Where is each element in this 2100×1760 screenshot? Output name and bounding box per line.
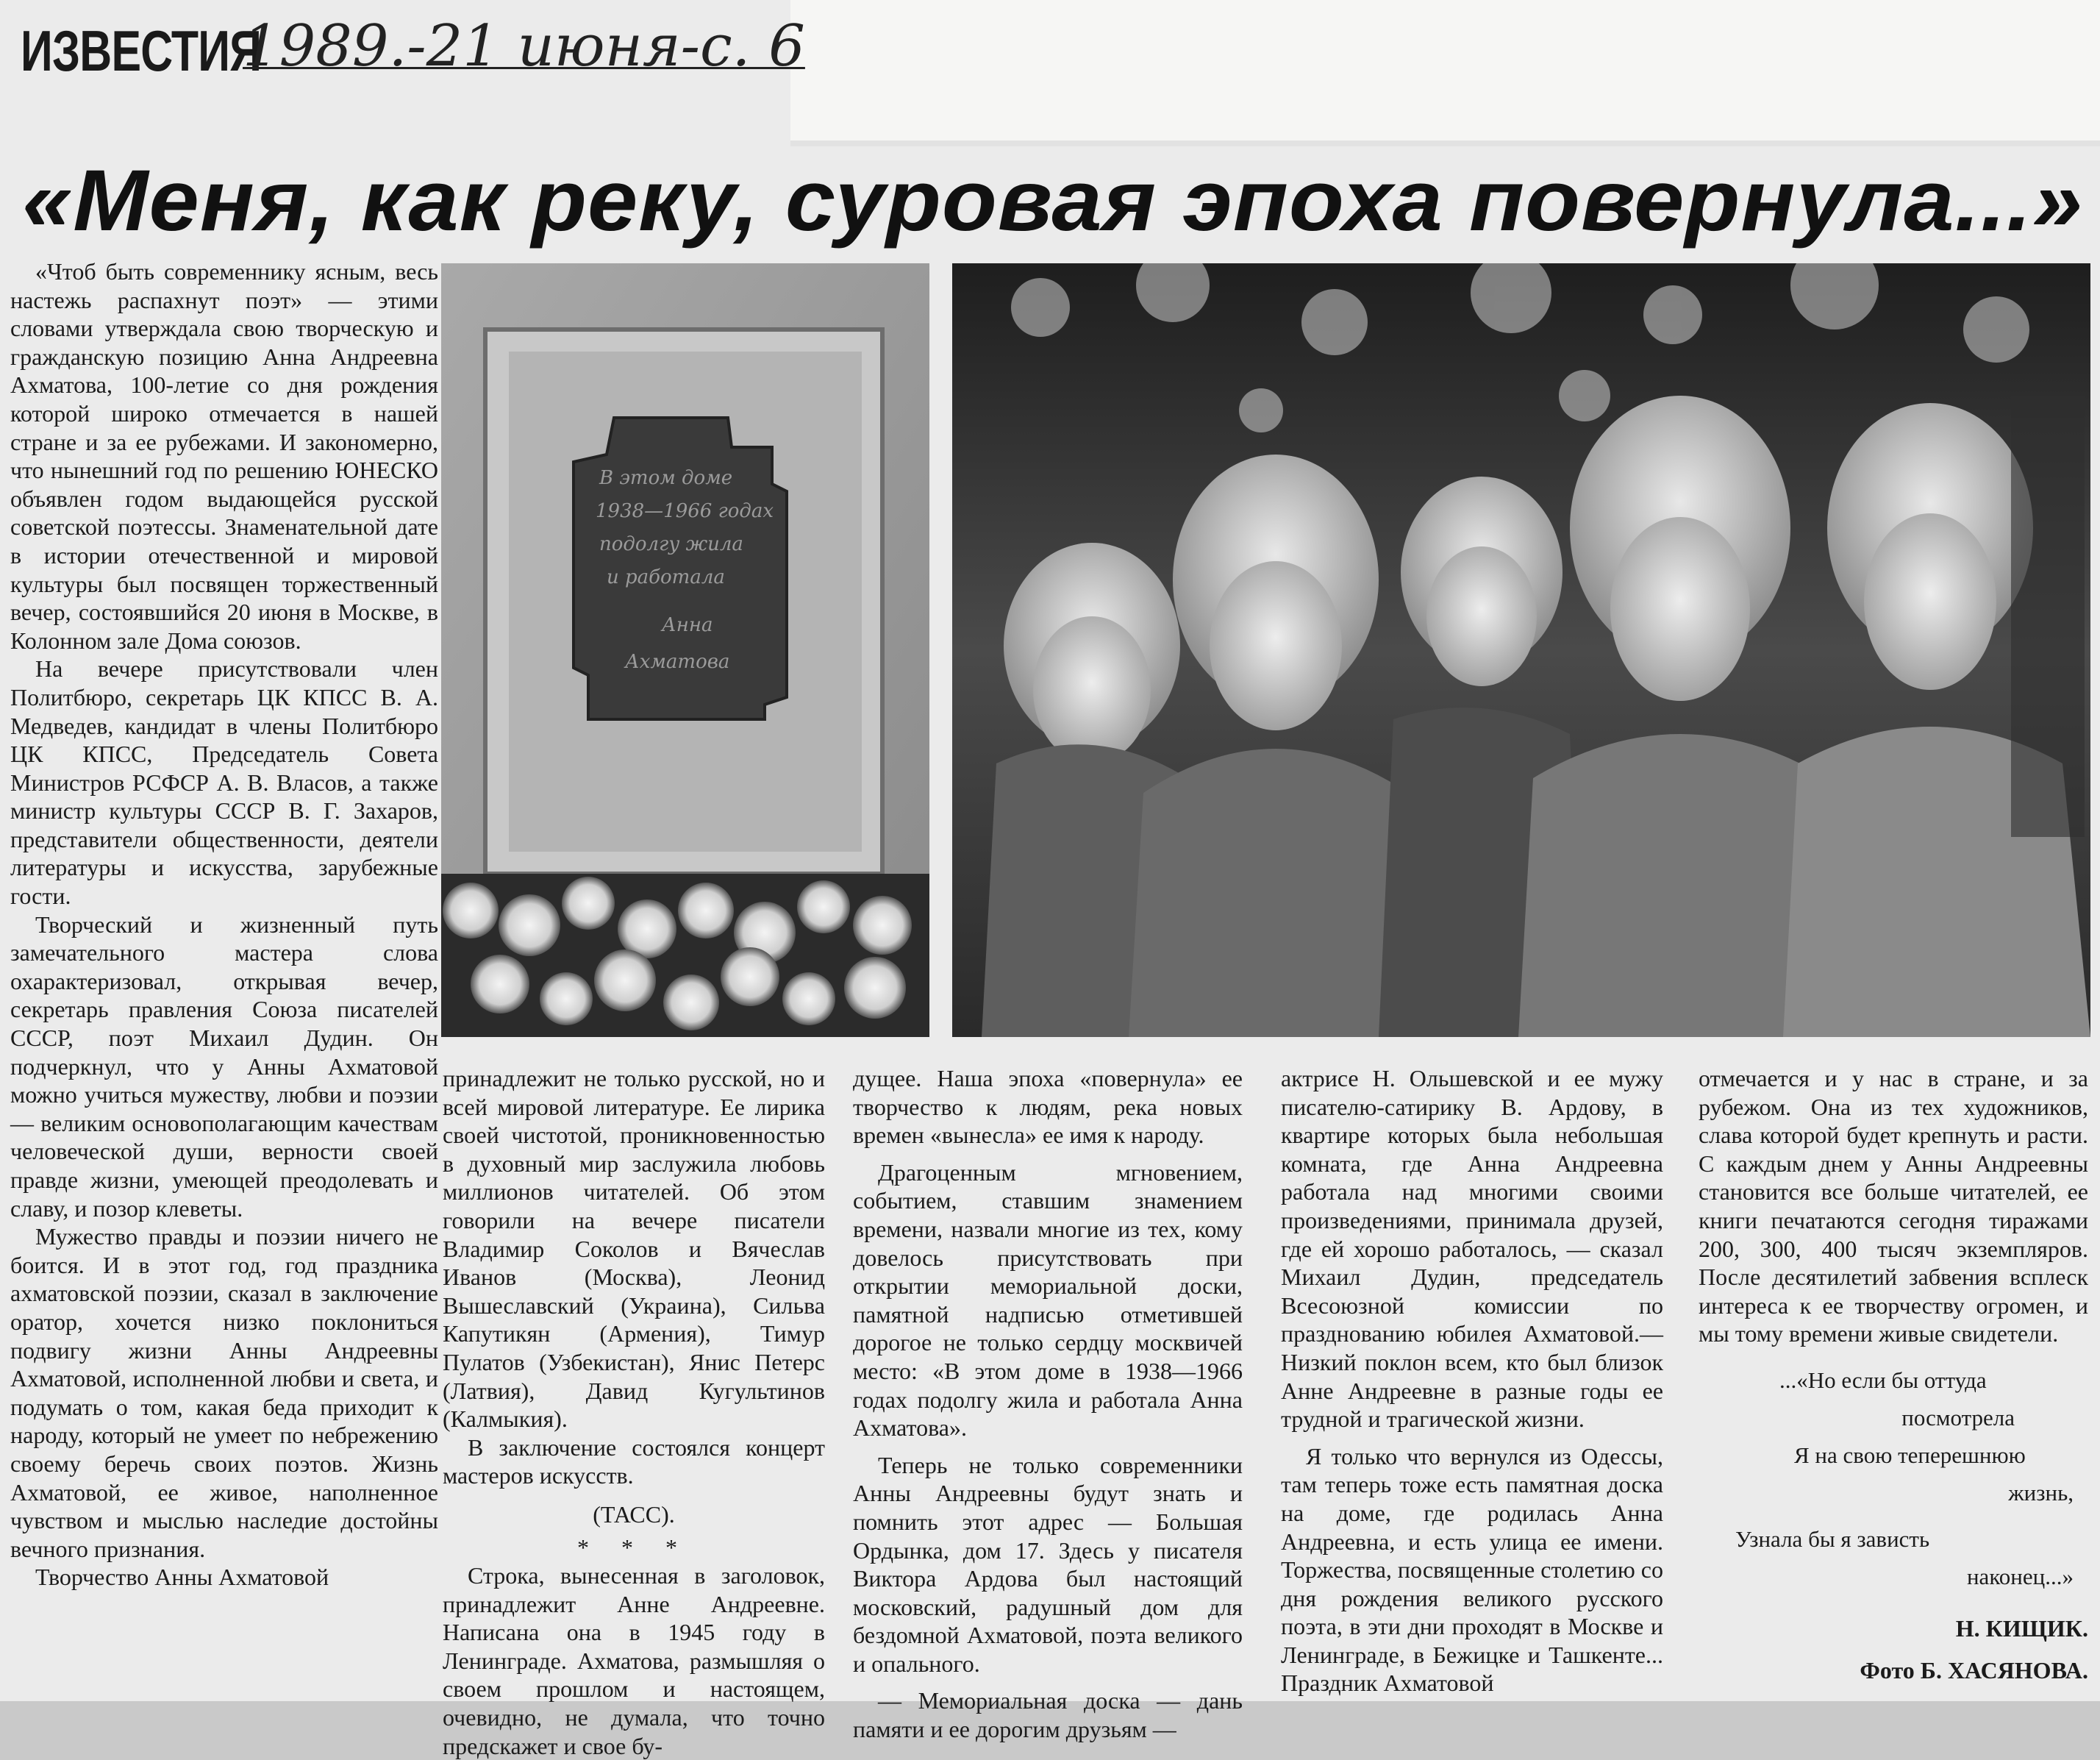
crowd-photo bbox=[952, 263, 2090, 1037]
author-signature: Н. КИЩИК. bbox=[1955, 1614, 2088, 1642]
poem-line: Я на свою теперешнюю bbox=[1794, 1442, 2026, 1468]
paragraph: Строка, вынесенная в заголовок, принадлежит Анне Андреевне. Написана она в 1945 году в Ленинграде. Ахматова, размышляя о своем прошлом и настоящем, очевидно, не думала, что точно предскажет и свое бу- bbox=[443, 1562, 825, 1759]
paragraph: Творчество Анны Ахматовой bbox=[35, 1564, 329, 1591]
source-label: (ТАСС). bbox=[593, 1500, 675, 1528]
paragraph: Теперь не только современники Анны Андреевны будут знать и помнить этот адрес — Большая Ордынка, дом 17. Здесь у писателя Виктора Ардова был настоящий московский, радушный дом для бездомной Ахматовой, поэта великого и опального. bbox=[853, 1451, 1243, 1677]
memorial-plaque-photo bbox=[441, 263, 929, 1037]
handwritten-date: 1989.-21 июня-с. 6 bbox=[243, 13, 805, 79]
article-column-2 bbox=[443, 1064, 825, 1760]
plaque-line: и работала bbox=[607, 566, 725, 588]
paragraph: — Мемориальная доска — дань памяти и ее дорогим друзьям — bbox=[853, 1687, 1243, 1743]
paragraph: дущее. Наша эпоха «повернула» ее творчество к людям, река новых времен «вынесла» ее имя к народу. bbox=[853, 1065, 1243, 1149]
paragraph: актрисе Н. Ольшевской и ее мужу писателю-сатирику В. Ардову, в квартире которых была небольшая комната, где Анна Андреевна работала над многими своими произведениями, принимала друзей, где ей хорошо работалось, — сказал Михаил Дудин, председатель Всесоюзной комиссии по празднованию юбилея Ахматовой.— Низкий поклон всем, кто был близок Анне Андреевне в разные годы ее трудной и трагической жизни. bbox=[1281, 1065, 1663, 1433]
article-column-1 bbox=[10, 257, 438, 1592]
section-divider: * * * bbox=[577, 1533, 690, 1561]
poem-quote bbox=[1699, 1361, 2088, 1595]
article-headline: «Меня, как реку, суровая эпоха повернула...» bbox=[22, 152, 2084, 249]
article-column-4 bbox=[1281, 1064, 1663, 1697]
plaque-line: Ахматова bbox=[625, 651, 730, 673]
article-column-5 bbox=[1699, 1064, 2088, 1684]
torn-paper-overlay bbox=[790, 0, 2100, 143]
plaque-line: подолгу жила bbox=[599, 533, 743, 555]
crowd-image bbox=[952, 263, 2090, 1037]
newspaper-masthead: ИЗВЕСТИЯ bbox=[21, 18, 262, 83]
poem-line: наконец...» bbox=[1966, 1563, 2074, 1589]
poem-line: ...«Но если бы оттуда bbox=[1779, 1367, 1987, 1393]
poem-line: жизнь, bbox=[2008, 1479, 2074, 1506]
memorial-plaque-image bbox=[441, 263, 929, 1037]
paragraph: На вечере присутствовали член Политбюро, секретарь ЦК КПСС В. А. Медведев, кандидат в члены Политбюро ЦК КПСС, Председатель Совета Министров РСФСР А. В. Власов, а также министр культуры СССР В. Г. Захаров, представители общественности, деятели литературы и искусства, зарубежные гости. bbox=[10, 655, 438, 910]
paragraph: Я только что вернулся из Одессы, там теперь тоже есть памятная доска на доме, где родилась Анна Андреевна, и есть улица ее имени. Торжества, посвященные столетию со дня рождения великого русского поэта, в эти дни проходят в Москве и Ленинграде, в Бежицке и Ташкенте... Праздник Ахматовой bbox=[1281, 1442, 1663, 1697]
paragraph: отмечается и у нас в стране, и за рубежом. Она из тех художников, слава которой будет крепнуть и расти. С каждым днем у Анны Андреевны становится все больше читателей, ее книги печатаются сегодня тиражами 200, 300, 400 тысяч экземпляров. После десятилетий забвения всплеск интереса к ее творчеству огромен, и мы тому времени живые свидетели. bbox=[1699, 1065, 2088, 1347]
plaque-line: Анна bbox=[662, 614, 713, 636]
poem-line: Узнала бы я зависть bbox=[1735, 1525, 1930, 1552]
paragraph: Драгоценным мгновением, событием, ставшим знамением времени, назвали многие из тех, кому довелось присутствовать при открытии мемориальной доски, памятной надписью отметившей дорогое не только сердцу москвичей место: «В этом доме в 1938—1966 годах подолгу жила и работала Анна Ахматова». bbox=[853, 1158, 1243, 1442]
paragraph: Творческий и жизненный путь замечательного мастера слова охарактеризовал, открывая вечер, секретарь правления Союза писателей СССР, поэт Михаил Дудин. Он подчеркнул, что у Анны Ахматовой можно учиться мужеству, любви и поэзии — великим основополагающим качествам человеческой души, верности своей правде жизни, умеющей преодолевать и славу, и позор клеветы. bbox=[10, 911, 438, 1222]
poem-line: посмотрела bbox=[1901, 1404, 2015, 1431]
paragraph: Мужество правды и поэзии ничего не боится. И в этот год, год праздника ахматовской поэзии, сказал в заключение оратор, хочется низко поклониться подвигу жизни Анны Андреевны Ахматовой, исполненной любви и света, и подумать о том, какая беда приходит к народу, который не умеет по небрежению своему беречь своих поэтов. Жизнь Ахматовой, ее живое, наполненное чувством и мыслью наследие достойны вечного признания. bbox=[10, 1223, 438, 1562]
plaque-line: 1938—1966 годах bbox=[596, 500, 774, 522]
paragraph: «Чтоб быть современнику ясным, весь настежь распахнут поэт» — этими словами утверждала свою творческую и гражданскую позицию Анна Андреевна Ахматова, 100-летие со дня рождения которой широко отмечается в нашей стране и за ее рубежами. И закономерно, что нынешний год по решению ЮНЕСКО объявлен годом выдающейся русской советской поэтессы. Знаменательной дате в истории отечественной и мировой культуры был посвящен торжественный вечер, состоявшийся 20 июня в Москве, в Колонном зале Дома союзов. bbox=[10, 258, 438, 654]
paragraph: В заключение состоялся концерт мастеров искусств. bbox=[443, 1433, 825, 1489]
photo-credit: Фото Б. ХАСЯНОВА. bbox=[1860, 1656, 2088, 1684]
paragraph: принадлежит не только русской, но и всей мировой литературе. Ее лирика своей чистотой, проникновенностью в духовный мир заслужила любовь миллионов читателей. Об этом говорили на вечере писатели Владимир Соколов и Вячеслав Иванов (Москва), Леонид Вышеславский (Украина), Сильва Капутикян (Армения), Тимур Пулатов (Узбекистан), Янис Петерс (Латвия), Давид Кугультинов (Калмыкия). bbox=[443, 1065, 825, 1433]
article-column-3 bbox=[853, 1064, 1243, 1744]
plaque-line: В этом доме bbox=[599, 467, 733, 489]
